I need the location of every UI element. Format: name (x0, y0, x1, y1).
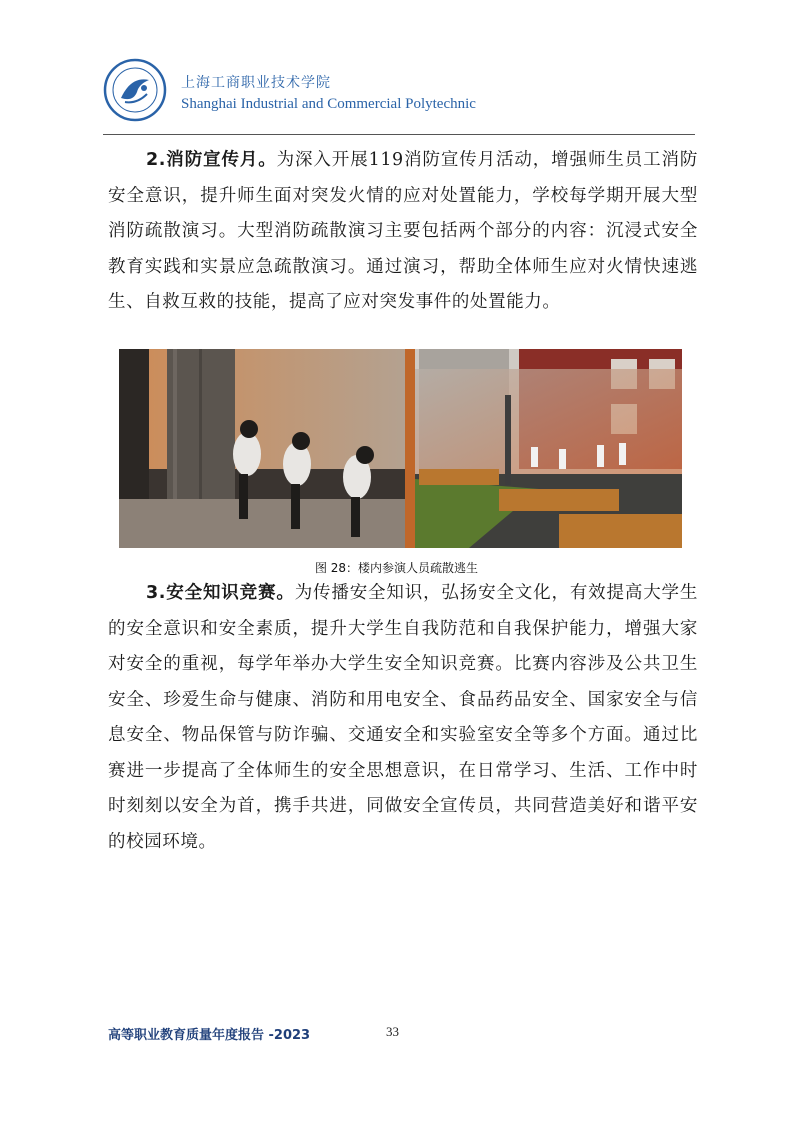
section-body: 为深入开展119消防宣传月活动，增强师生员工消防安全意识，提升师生面对突发火情的应对处置能力，学校每学期开展大型消防疏散演习。大型消防疏散演习主要包括两个部分的内容：沉浸式安全教育实践和实景应急疏散演习。通过演习，帮助全体师生应对火情快速逃生、自救互救的技能，提高了应对突发事件的处置能力。 (108, 150, 698, 312)
section-safety-knowledge-contest (108, 576, 698, 860)
section-heading: 3.安全知识竞赛。 (146, 583, 295, 603)
school-name-en: Shanghai Industrial and Commercial Polytechnic (181, 96, 476, 112)
evacuation-drill-photo (119, 349, 682, 548)
section-body: 为传播安全知识，弘扬安全文化，有效提高大学生的安全意识和安全素质，提升大学生自我防范和自我保护能力，增强大家对安全的重视，每学年举办大学生安全知识竞赛。比赛内容涉及公共卫生安全、珍爱生命与健康、消防和用电安全、食品药品安全、国家安全与信息安全、物品保管与防诈骗、交通安全和实验室安全等多个方面。通过比赛进一步提高了全体师生的安全思想意识，在日常学习、生活、工作中时时刻刻以安全为首，携手共进，同做安全宣传员，共同营造美好和谐平安的校园环境。 (108, 583, 698, 852)
page-header (103, 56, 695, 136)
page-number: 33 (386, 1024, 399, 1039)
section-heading: 2.消防宣传月。 (146, 150, 277, 170)
figure-caption: 图 28：楼内参演人员疏散逃生 (314, 561, 479, 575)
section-fire-safety-month (108, 143, 698, 321)
footer-report-title: 高等职业教育质量年度报告 -2023 (108, 1028, 311, 1043)
school-logo (103, 58, 167, 122)
school-name-cn: 上海工商职业技术学院 (181, 75, 331, 91)
header-divider (103, 134, 695, 135)
